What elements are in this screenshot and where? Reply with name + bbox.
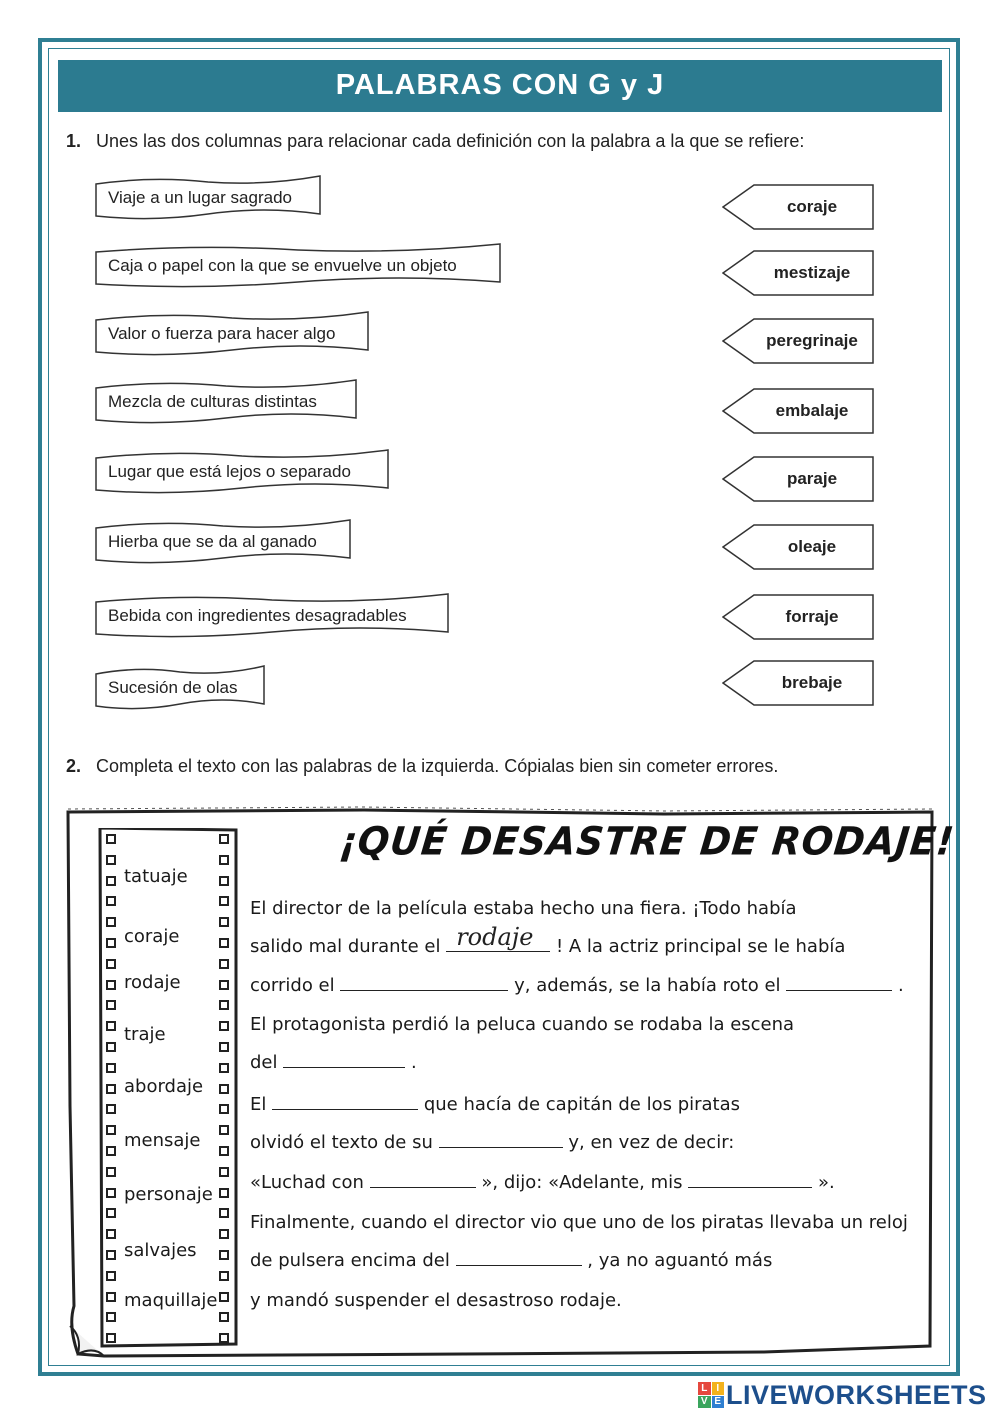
film-hole-icon xyxy=(106,917,116,927)
page-title: PALABRAS CON G y J xyxy=(58,60,942,112)
film-hole-icon xyxy=(106,896,116,906)
story-line-3: corrido el y, además, se la había roto el . xyxy=(250,975,904,996)
word-tag[interactable] xyxy=(722,184,874,230)
definition-box[interactable] xyxy=(96,666,264,710)
definition-box[interactable] xyxy=(96,312,368,356)
exercise2-instruction xyxy=(66,756,778,777)
film-hole-icon xyxy=(106,1125,116,1135)
word-text: embalaje xyxy=(775,401,849,420)
story-line-11: y mandó suspender el desastroso rodaje. xyxy=(250,1290,622,1311)
film-hole-icon xyxy=(219,855,229,865)
blank-9[interactable] xyxy=(456,1251,582,1266)
logo-letter: I xyxy=(712,1382,725,1395)
blank-7[interactable] xyxy=(370,1173,476,1188)
film-hole-icon xyxy=(106,959,116,969)
story-line-6: El que hacía de capitán de los piratas xyxy=(250,1094,741,1115)
exercise2-number: 2. xyxy=(66,756,82,776)
word-text: peregrinaje xyxy=(766,331,858,350)
film-hole-icon xyxy=(219,980,229,990)
film-hole-icon xyxy=(219,1125,229,1135)
film-hole-icon xyxy=(106,1229,116,1239)
film-hole-icon xyxy=(106,1333,116,1343)
liveworksheets-brand xyxy=(698,1380,987,1410)
film-word: salvajes xyxy=(124,1240,197,1261)
film-hole-icon xyxy=(219,1250,229,1260)
film-hole-icon xyxy=(106,980,116,990)
film-hole-icon xyxy=(219,1208,229,1218)
film-hole-icon xyxy=(106,1292,116,1302)
film-hole-icon xyxy=(106,1063,116,1073)
word-tag[interactable] xyxy=(722,456,874,502)
film-word: maquillaje xyxy=(124,1290,218,1311)
word-text: paraje xyxy=(786,469,838,488)
film-hole-icon xyxy=(219,1188,229,1198)
story-line-2: salido mal durante el rodaje ! A la actriz principal se le había xyxy=(250,923,846,957)
story-title: ¡QUÉ DESASTRE DE RODAJE! xyxy=(337,818,957,865)
exercise1-instruction-text: Unes las dos columnas para relacionar cada definición con la palabra a la que se refiere: xyxy=(96,131,805,151)
film-hole-icon xyxy=(106,938,116,948)
blank-8[interactable] xyxy=(688,1173,812,1188)
blank-3[interactable] xyxy=(786,976,892,991)
film-word: mensaje xyxy=(124,1130,201,1151)
brand-text: LIVEWORKSHEETS xyxy=(726,1379,987,1410)
film-hole-icon xyxy=(219,1042,229,1052)
film-hole-icon xyxy=(106,1188,116,1198)
blank-6[interactable] xyxy=(439,1133,563,1148)
definition-box[interactable] xyxy=(96,520,350,564)
definition-text: Hierba que se da al ganado xyxy=(108,532,317,551)
story-line-1: El director de la película estaba hecho una fiera. ¡Todo había xyxy=(250,898,797,919)
blank-1[interactable] xyxy=(446,923,550,952)
film-hole-icon xyxy=(219,1000,229,1010)
film-hole-icon xyxy=(219,1063,229,1073)
film-hole-icon xyxy=(219,1167,229,1177)
definition-box[interactable] xyxy=(96,380,356,424)
exercise1-number: 1. xyxy=(66,131,82,151)
film-word: traje xyxy=(124,1024,166,1045)
film-hole-icon xyxy=(219,1146,229,1156)
definition-text: Caja o papel con la que se envuelve un objeto xyxy=(108,256,457,275)
film-hole-icon xyxy=(106,1000,116,1010)
film-hole-icon xyxy=(106,1146,116,1156)
definition-text: Sucesión de olas xyxy=(108,678,238,697)
word-tag[interactable] xyxy=(722,660,874,706)
definition-box[interactable] xyxy=(96,244,500,288)
handwritten-answer: rodaje xyxy=(456,923,534,951)
film-hole-icon xyxy=(219,1084,229,1094)
film-hole-icon xyxy=(106,1250,116,1260)
film-hole-icon xyxy=(219,1229,229,1239)
definition-box[interactable] xyxy=(96,594,448,638)
film-hole-icon xyxy=(219,1271,229,1281)
definition-text: Viaje a un lugar sagrado xyxy=(108,188,292,207)
word-tag[interactable] xyxy=(722,524,874,570)
exercise1-instruction xyxy=(66,131,804,152)
film-hole-icon xyxy=(106,1271,116,1281)
film-hole-icon xyxy=(106,834,116,844)
film-hole-icon xyxy=(219,959,229,969)
story-line-5: del . xyxy=(250,1052,417,1073)
film-word: personaje xyxy=(124,1184,213,1205)
film-hole-icon xyxy=(106,855,116,865)
film-word: tatuaje xyxy=(124,866,188,887)
blank-4[interactable] xyxy=(283,1053,405,1068)
word-text: forraje xyxy=(785,607,839,626)
exercise2-instruction-text: Completa el texto con las palabras de la izquierda. Cópialas bien sin cometer errores. xyxy=(96,756,779,776)
logo-letter: L xyxy=(698,1382,711,1395)
word-tag[interactable] xyxy=(722,318,874,364)
word-text: coraje xyxy=(786,197,838,216)
film-hole-icon xyxy=(106,876,116,886)
film-hole-icon xyxy=(106,1084,116,1094)
word-tag[interactable] xyxy=(722,250,874,296)
film-hole-icon xyxy=(219,938,229,948)
film-hole-icon xyxy=(219,1312,229,1322)
film-hole-icon xyxy=(219,917,229,927)
film-hole-icon xyxy=(219,896,229,906)
film-hole-icon xyxy=(219,1104,229,1114)
film-hole-icon xyxy=(106,1104,116,1114)
film-word: coraje xyxy=(124,926,180,947)
liveworksheets-logo-icon xyxy=(698,1382,724,1408)
film-hole-icon xyxy=(219,1292,229,1302)
word-tag[interactable] xyxy=(722,388,874,434)
definition-text: Bebida con ingredientes desagradables xyxy=(108,606,407,625)
definition-text: Mezcla de culturas distintas xyxy=(108,392,317,411)
logo-letter: V xyxy=(698,1396,711,1409)
story-line-4: El protagonista perdió la peluca cuando se rodaba la escena xyxy=(250,1014,795,1035)
film-hole-icon xyxy=(106,1167,116,1177)
film-hole-icon xyxy=(219,876,229,886)
film-hole-icon xyxy=(219,1333,229,1343)
story-line-8: «Luchad con », dijo: «Adelante, mis ». xyxy=(250,1172,835,1193)
story-line-7: olvidó el texto de su y, en vez de decir: xyxy=(250,1132,735,1153)
word-text: mestizaje xyxy=(773,263,851,282)
logo-letter: E xyxy=(712,1396,725,1409)
word-text: oleaje xyxy=(787,537,837,556)
film-hole-icon xyxy=(106,1312,116,1322)
definition-text: Lugar que está lejos o separado xyxy=(108,462,351,481)
film-hole-icon xyxy=(219,834,229,844)
film-word: abordaje xyxy=(124,1076,204,1097)
film-hole-icon xyxy=(106,1021,116,1031)
story-line-9: Finalmente, cuando el director vio que uno de los piratas llevaba un reloj xyxy=(250,1212,908,1233)
story-line-10: de pulsera encima del , ya no aguantó más xyxy=(250,1250,773,1271)
word-text: brebaje xyxy=(781,673,843,692)
film-hole-icon xyxy=(106,1042,116,1052)
blank-2[interactable] xyxy=(340,976,508,991)
blank-5[interactable] xyxy=(272,1095,418,1110)
film-hole-icon xyxy=(219,1021,229,1031)
definition-text: Valor o fuerza para hacer algo xyxy=(108,324,336,343)
film-hole-icon xyxy=(106,1208,116,1218)
word-tag[interactable] xyxy=(722,594,874,640)
film-word: rodaje xyxy=(124,972,181,993)
definition-box[interactable] xyxy=(96,176,320,220)
definition-box[interactable] xyxy=(96,450,388,494)
